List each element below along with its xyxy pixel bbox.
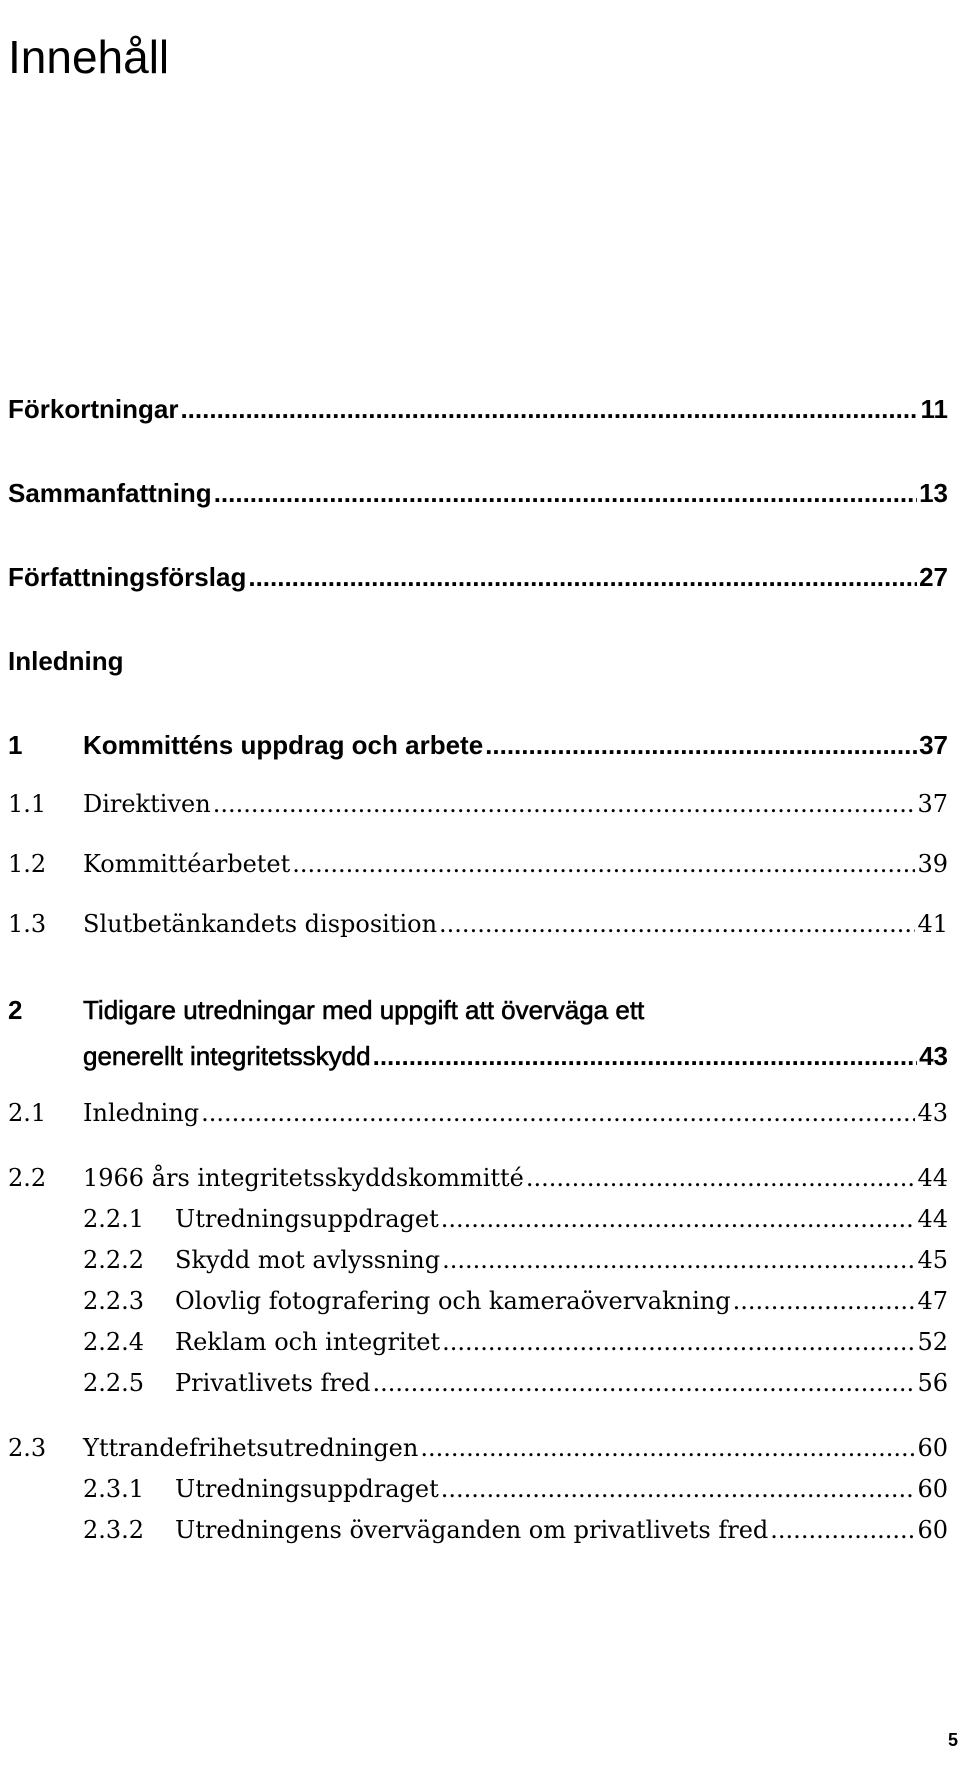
dot-leader (248, 562, 917, 593)
toc-entry-label: Kommittéarbetet (83, 850, 291, 878)
toc-entry-page: 56 (917, 1369, 948, 1397)
toc-entry-page: 11 (920, 394, 948, 424)
toc-entry-label: Förkortningar (8, 394, 179, 424)
toc-entry-2-3[interactable] (8, 1434, 948, 1462)
dot-leader (733, 1287, 916, 1315)
toc-entry-number: 1.2 (8, 850, 47, 878)
toc-entry-number: 2.2.5 (83, 1369, 145, 1397)
dot-leader (485, 730, 917, 761)
toc-entry-label: Direktiven (83, 790, 211, 818)
toc-entry-label: Olovlig fotografering och kameraövervakning (175, 1287, 731, 1315)
toc-entry-label: Yttrandefrihetsutredningen (83, 1434, 419, 1462)
toc-entry-page: 13 (919, 478, 948, 508)
toc-entry-label: Utredningsuppdraget (175, 1475, 439, 1503)
toc-entry-number: 1.1 (8, 790, 47, 818)
toc-entry-number: 2.2.4 (83, 1328, 145, 1356)
dot-leader (526, 1164, 916, 1192)
toc-entry-page: 52 (917, 1328, 948, 1356)
toc-entry-number: 2.1 (8, 1099, 47, 1127)
toc-entry-number: 1 (8, 730, 23, 760)
toc-entry-label: Slutbetänkandets disposition (83, 910, 438, 938)
toc-entry-label: generellt integritetsskydd (83, 1041, 371, 1071)
toc-entry-page: 27 (919, 562, 948, 592)
toc-entry-2-2-3[interactable] (83, 1287, 948, 1315)
toc-entry-page: 60 (917, 1516, 948, 1544)
toc-entry-label: Utredningens överväganden om privatlivets fred (175, 1516, 769, 1544)
toc-entry-1-2[interactable] (8, 850, 948, 878)
toc-entry-page: 41 (917, 910, 948, 938)
toc-entry-2-2-2[interactable] (83, 1246, 948, 1274)
dot-leader (439, 910, 915, 938)
dot-leader (441, 1475, 916, 1503)
toc-entry-label: Reklam och integritet (175, 1328, 441, 1356)
toc-entry-page: 45 (917, 1246, 948, 1274)
dot-leader (180, 394, 918, 425)
toc-section-heading-inledning (8, 646, 948, 677)
toc-entry-number: 1.3 (8, 910, 47, 938)
toc-entry-number: 2.2.2 (83, 1246, 145, 1274)
toc-entry-label: Tidigare utredningar med uppgift att överväga ett (83, 995, 645, 1025)
toc-entry-label: Utredningsuppdraget (175, 1205, 439, 1233)
toc-entry-forkortningar[interactable] (8, 394, 948, 425)
toc-entry-2-3-2[interactable] (83, 1516, 948, 1544)
toc-entry-page: 37 (919, 730, 948, 760)
toc-entry-page: 47 (917, 1287, 948, 1315)
toc-entry-page: 44 (917, 1205, 948, 1233)
toc-entry-1-1[interactable] (8, 790, 948, 818)
toc-entry-page: 60 (917, 1434, 948, 1462)
toc-entry-label: Skydd mot avlyssning (175, 1246, 441, 1274)
toc-entry-1-3[interactable] (8, 910, 948, 938)
toc-entry-page: 39 (917, 850, 948, 878)
toc-entry-2-1[interactable] (8, 1099, 948, 1127)
toc-entry-number: 2.2 (8, 1164, 47, 1192)
toc-entry-sammanfattning[interactable] (8, 478, 948, 509)
toc-entry-number: 2.2.1 (83, 1205, 145, 1233)
toc-entry-label: Inledning (83, 1099, 200, 1127)
toc-entry-chapter-2[interactable] (8, 995, 948, 1026)
dot-leader (372, 1369, 915, 1397)
toc-entry-number: 2.3.2 (83, 1516, 145, 1544)
toc-entry-label: Sammanfattning (8, 478, 212, 508)
toc-entry-number: 2.2.3 (83, 1287, 145, 1315)
toc-entry-chapter-2-continued[interactable] (83, 1041, 948, 1072)
page-title: Innehåll (8, 30, 170, 83)
toc-entry-2-2-4[interactable] (83, 1328, 948, 1356)
toc-entry-2-2-5[interactable] (83, 1369, 948, 1397)
dot-leader (442, 1328, 915, 1356)
toc-entry-label: 1966 års integritetsskyddskommitté (83, 1164, 524, 1192)
dot-leader (770, 1516, 915, 1544)
toc-entry-label: Privatlivets fred (175, 1369, 371, 1397)
toc-entry-page: 60 (917, 1475, 948, 1503)
dot-leader (420, 1434, 915, 1462)
toc-entry-label: Författningsförslag (8, 562, 247, 592)
toc-entry-number: 2 (8, 995, 23, 1025)
toc-entry-page: 37 (917, 790, 948, 818)
dot-leader (441, 1205, 916, 1233)
toc-entry-number: 2.3.1 (83, 1475, 145, 1503)
toc-entry-2-3-1[interactable] (83, 1475, 948, 1503)
toc-entry-label: Inledning (8, 646, 124, 676)
dot-leader (201, 1099, 915, 1127)
footer-page-number: 5 (947, 1730, 958, 1750)
toc-entry-page: 43 (917, 1099, 948, 1127)
toc-entry-2-2[interactable] (8, 1164, 948, 1192)
toc-entry-number: 2.3 (8, 1434, 47, 1462)
toc-entry-chapter-1[interactable] (8, 730, 948, 761)
toc-entry-page: 44 (917, 1164, 948, 1192)
toc-entry-2-2-1[interactable] (83, 1205, 948, 1233)
toc-entry-label: Kommitténs uppdrag och arbete (83, 730, 484, 760)
toc-entry-page: 43 (919, 1041, 948, 1071)
dot-leader (292, 850, 915, 878)
dot-leader (442, 1246, 915, 1274)
dot-leader (213, 790, 916, 818)
dot-leader (373, 1041, 917, 1072)
toc-entry-forfattningsforslag[interactable] (8, 562, 948, 593)
dot-leader (214, 478, 917, 509)
